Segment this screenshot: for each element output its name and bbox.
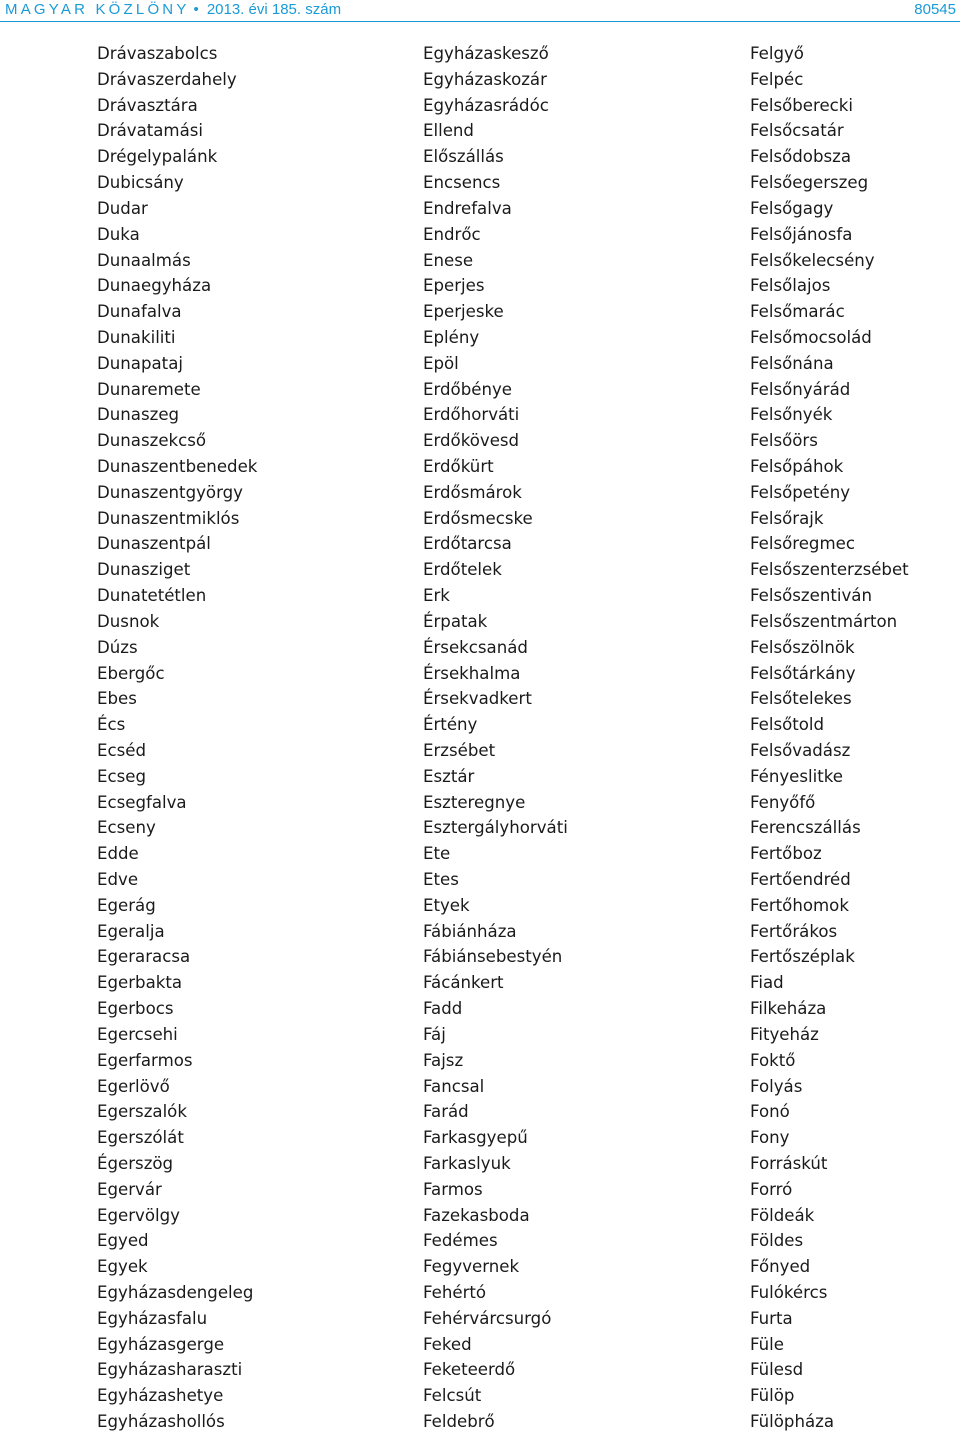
page-number: 80545 [914,1,956,18]
settlement-name: Egyházasrádóc [423,95,549,115]
settlement-name: Eplény [423,327,480,347]
settlement-name: Esztár [423,766,475,786]
settlement-name: Edve [97,870,139,889]
settlement-name: Felsőtelekes [750,689,852,709]
settlement-name: Erk [423,586,450,606]
settlement-name: Furta [750,1308,793,1328]
page-header [0,0,960,22]
settlement-name: Eperjeske [423,302,504,322]
settlement-name: Dunaszentmiklós [97,508,240,528]
settlement-name: Dunapataj [97,353,183,373]
settlement-name: Dunaszekcső [97,431,207,451]
settlement-name: Egeraracsa [97,947,191,967]
settlement-name: Egerág [97,895,156,915]
settlement-name: Füle [750,1334,784,1354]
settlement-name: Drávaszerdahely [97,69,237,89]
settlement-name: Földeák [750,1205,815,1225]
settlement-name: Fityeház [750,1024,819,1044]
settlement-name: Érsekhalma [423,663,521,683]
settlement-name: Fulókércs [750,1283,828,1302]
settlement-name: Felsőegerszeg [750,173,869,193]
settlement-name: Ecséd [97,740,146,760]
settlement-name: Egyházasfalu [97,1308,208,1328]
settlement-name: Felcsút [423,1386,482,1406]
settlement-name: Ferencszállás [750,818,861,838]
settlement-name: Eszteregnye [423,792,526,812]
settlement-name: Fedémes [423,1231,498,1251]
settlement-name: Felsőjánosfa [750,224,853,244]
settlement-name: Fiad [750,973,784,993]
settlement-name: Felsőcsatár [750,121,844,141]
settlement-name: Fazekasboda [423,1205,530,1225]
settlement-name: Fonó [750,1102,790,1122]
settlement-name: Felsőnyárád [750,379,851,399]
settlement-name: Ecsegfalva [97,792,187,812]
settlement-name: Dunaszentbenedek [97,457,258,476]
header-rule [0,21,960,22]
settlement-name: Felsőpetény [750,482,851,502]
settlement-name: Érsekcsanád [423,637,528,657]
settlement-name: Erdőtelek [423,560,502,580]
settlement-name: Egerlövő [97,1076,170,1096]
settlement-name: Dunaszeg [97,405,180,425]
settlement-name: Ecseg [97,766,146,786]
settlement-name: Fényeslitke [750,766,843,786]
settlement-name: Epöl [423,353,459,373]
settlement-name: Érsekvadkert [423,689,532,709]
settlement-name: Érpatak [423,611,488,631]
settlement-name: Fáj [423,1024,446,1044]
settlement-name: Ebergőc [97,663,165,683]
settlement-name: Fábiánháza [423,921,517,941]
settlement-name: Egyházashetye [97,1386,224,1406]
settlement-name: Egyek [97,1257,148,1277]
settlement-name: Ellend [423,121,474,141]
settlement-name: Fehérvárcsurgó [423,1308,552,1328]
settlement-column-2 [423,41,568,1435]
settlement-name: Erdőhorváti [423,405,520,425]
settlement-name: Felgyő [750,44,804,63]
settlement-name: Egerbakta [97,973,183,993]
settlement-name: Fertőszéplak [750,947,855,967]
settlement-name: Feketeerdő [423,1360,516,1380]
settlement-name: Dusnok [97,611,160,631]
publication-name: MAGYAR KÖZLÖNY [5,1,190,18]
settlement-name: Fony [750,1128,790,1148]
settlement-name: Fábiánsebestyén [423,947,563,967]
settlement-name: Földes [750,1231,804,1251]
bullet-separator: • [193,1,199,18]
settlement-name: Felsőnyék [750,405,833,425]
settlement-name: Értény [423,715,478,735]
settlement-name: Felsőszenterzsébet [750,560,909,580]
settlement-name: Edde [97,844,139,864]
settlement-name: Duka [97,224,140,244]
settlement-name: Dunaremete [97,379,201,399]
settlement-name: Felsőszölnök [750,637,855,657]
settlement-name: Drávatamási [97,121,204,141]
settlement-name: Eperjes [423,276,485,296]
settlement-name: Felsődobsza [750,147,851,167]
settlement-name: Felsőmarác [750,302,845,322]
settlement-column-1 [97,41,257,1435]
settlement-name: Fajsz [423,1050,464,1070]
settlement-name: Fehértó [423,1283,487,1302]
settlement-name: Fancsal [423,1076,485,1096]
settlement-name: Ete [423,844,451,864]
settlement-name: Felsőszentiván [750,586,872,606]
settlement-name: Egyházashollós [97,1412,225,1432]
settlement-name: Feked [423,1334,472,1354]
settlement-name: Dúzs [97,637,138,657]
settlement-name: Felsőberecki [750,95,854,115]
settlement-name: Előszállás [423,147,504,167]
settlement-name: Endrőc [423,224,481,244]
settlement-name: Dunaalmás [97,250,191,270]
settlement-name: Felsőszentmárton [750,611,898,631]
settlement-name: Enese [423,250,474,270]
settlement-name: Felsőrajk [750,508,824,528]
issue-label: 2013. évi 185. szám [206,1,342,18]
settlement-name: Filkeháza [750,999,827,1019]
settlement-name: Folyás [750,1076,803,1096]
settlement-name: Felsőmocsolád [750,327,872,347]
settlement-name: Foktő [750,1050,796,1070]
settlement-name: Egercsehi [97,1024,178,1044]
running-title [5,0,341,19]
settlement-name: Dunaegyháza [97,276,212,296]
settlement-name: Egerszalók [97,1102,187,1122]
settlement-name: Endrefalva [423,198,512,218]
settlement-name: Fegyvernek [423,1257,520,1277]
settlement-name: Etes [423,870,459,889]
settlement-name: Dunatetétlen [97,586,207,606]
settlement-name: Fülöpháza [750,1412,835,1432]
settlement-name: Egyházaskesző [423,44,549,63]
settlement-name: Felsőtárkány [750,663,856,683]
settlement-name: Dudar [97,198,148,218]
settlement-name: Écs [97,715,126,735]
settlement-name: Erdőkürt [423,457,494,476]
settlement-name: Dunakiliti [97,327,176,347]
settlement-name: Egeralja [97,921,165,941]
settlement-name: Felsőnána [750,353,834,373]
settlement-name: Erdősmárok [423,482,522,502]
settlement-name: Fertőrákos [750,921,838,941]
settlement-name: Erdőtarcsa [423,534,512,554]
settlement-column-3 [750,41,909,1435]
settlement-name: Drávaszabolcs [97,44,218,63]
settlement-name: Főnyed [750,1257,811,1277]
settlement-name: Egerszólát [97,1128,184,1148]
settlement-name: Farmos [423,1179,483,1199]
settlement-name: Etyek [423,895,470,915]
settlement-name: Drégelypalánk [97,147,218,167]
settlement-name: Farkaslyuk [423,1153,511,1173]
settlement-name: Forró [750,1179,793,1199]
settlement-name: Fülesd [750,1360,804,1380]
settlement-name: Ebes [97,689,137,709]
settlement-name: Egyházasgerge [97,1334,225,1354]
settlement-name: Felsőgagy [750,198,834,218]
settlement-name: Feldebrő [423,1412,495,1432]
settlement-name: Fadd [423,999,463,1019]
settlement-name: Egyed [97,1231,149,1251]
settlement-name: Ecseny [97,818,156,838]
settlement-name: Egervölgy [97,1205,180,1225]
settlement-name: Egerbocs [97,999,174,1019]
settlement-name: Dunasziget [97,560,191,580]
settlement-name: Egerfarmos [97,1050,193,1070]
settlement-name: Fácánkert [423,973,504,993]
settlement-name: Esztergályhorváti [423,818,568,838]
settlement-name: Forráskút [750,1153,828,1173]
settlement-name: Dubicsány [97,173,184,193]
settlement-name: Felsővadász [750,740,851,760]
settlement-name: Dunaszentgyörgy [97,482,243,502]
settlement-name: Fülöp [750,1386,795,1406]
settlement-name: Felpéc [750,69,804,89]
settlement-name: Felsőlajos [750,276,831,296]
settlement-name: Fertőboz [750,844,822,864]
settlement-name: Erdőbénye [423,379,512,399]
settlement-name: Farkasgyepű [423,1128,528,1148]
settlement-name: Felsőtold [750,715,825,735]
settlement-name: Dunaszentpál [97,534,211,554]
settlement-name: Egyházaskozár [423,69,547,89]
settlement-name: Felsőpáhok [750,457,844,476]
settlement-name: Egyházasdengeleg [97,1283,254,1302]
settlement-name: Fertőendréd [750,870,851,889]
settlement-name: Felsőkelecsény [750,250,875,270]
settlement-name: Egyházasharaszti [97,1360,243,1380]
settlement-name: Erzsébet [423,740,496,760]
settlement-name: Fenyőfő [750,792,816,812]
settlement-name: Fertőhomok [750,895,849,915]
settlement-name: Encsencs [423,173,501,193]
settlement-name: Erdőkövesd [423,431,520,451]
settlement-name: Farád [423,1102,469,1122]
settlement-name: Felsőregmec [750,534,855,554]
settlement-name: Dunafalva [97,302,182,322]
settlement-name: Drávasztára [97,95,198,115]
settlement-name: Égerszög [97,1153,174,1173]
settlement-name: Felsőörs [750,431,818,451]
settlement-name: Erdősmecske [423,508,533,528]
settlement-name: Egervár [97,1179,162,1199]
